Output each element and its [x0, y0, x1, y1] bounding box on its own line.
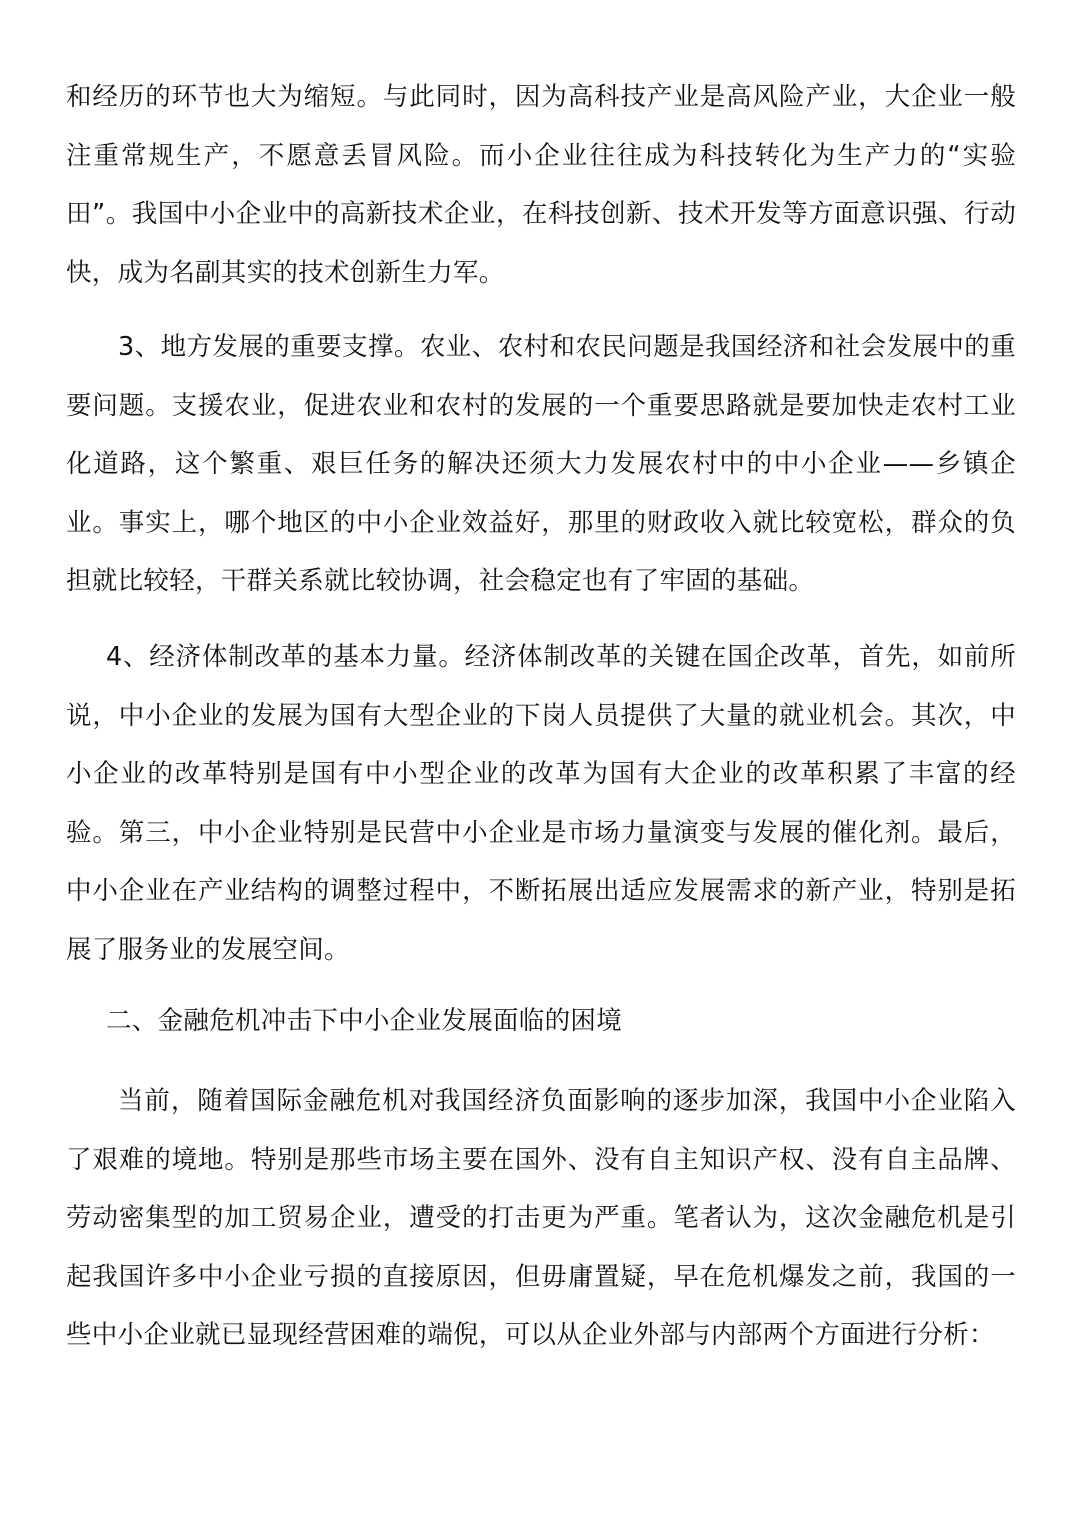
paragraph-local-development: 3、地方发展的重要支撑。农业、农村和农民问题是我国经济和社会发展中的重要问题。支援农业，促进农业和农村的发展的一个重要思路就是要加快走农村工业化道路，这个繁重、艰巨任务的解决还须大力发展农村中的中小企业——乡镇企业。事实上，哪个地区的中小企业效益好，那里的财政收入就比较宽松，群众的负担就比较轻，干群关系就比较协调，社会稳定也有了牢固的基础。 — [66, 332, 1016, 596]
section-heading-difficulties: 二、金融危机冲击下中小企业发展面临的困境 — [106, 1006, 623, 1036]
paragraph-tech-innovation: 和经历的环节也大为缩短。与此同时，因为高科技产业是高风险产业，大企业一般注重常规生产，不愿意丢冒风险。而小企业往往成为科技转化为生产力的“实验田”。我国中小企业中的高新技术企业，在科技创新、技术开发等方面意识强、行动快，成为名副其实的技术创新生力军。 — [66, 82, 1016, 288]
paragraph-current-situation: 当前，随着国际金融危机对我国经济负面影响的逐步加深，我国中小企业陷入了艰难的境地。特别是那些市场主要在国外、没有自主知识产权、没有自主品牌、劳动密集型的加工贸易企业，遭受的打击更为严重。笔者认为，这次金融危机是引起我国许多中小企业亏损的直接原因，但毋庸置疑，早在危机爆发之前，我国的一些中小企业就已显现经营困难的端倪，可以从企业外部与内部两个方面进行分析： — [66, 1086, 1016, 1350]
paragraph-economic-reform: 4、经济体制改革的基本力量。经济体制改革的关键在国企改革，首先，如前所说，中小企业的发展为国有大型企业的下岗人员提供了大量的就业机会。其次，中小企业的改革特别是国有中小型企业的改革为国有大企业的改革积累了丰富的经验。第三，中小企业特别是民营中小企业是市场力量演变与发展的催化剂。最后，中小企业在产业结构的调整过程中，不断拓展出适应发展需求的新产业，特别是拓展了服务业的发展空间。 — [66, 642, 1016, 965]
